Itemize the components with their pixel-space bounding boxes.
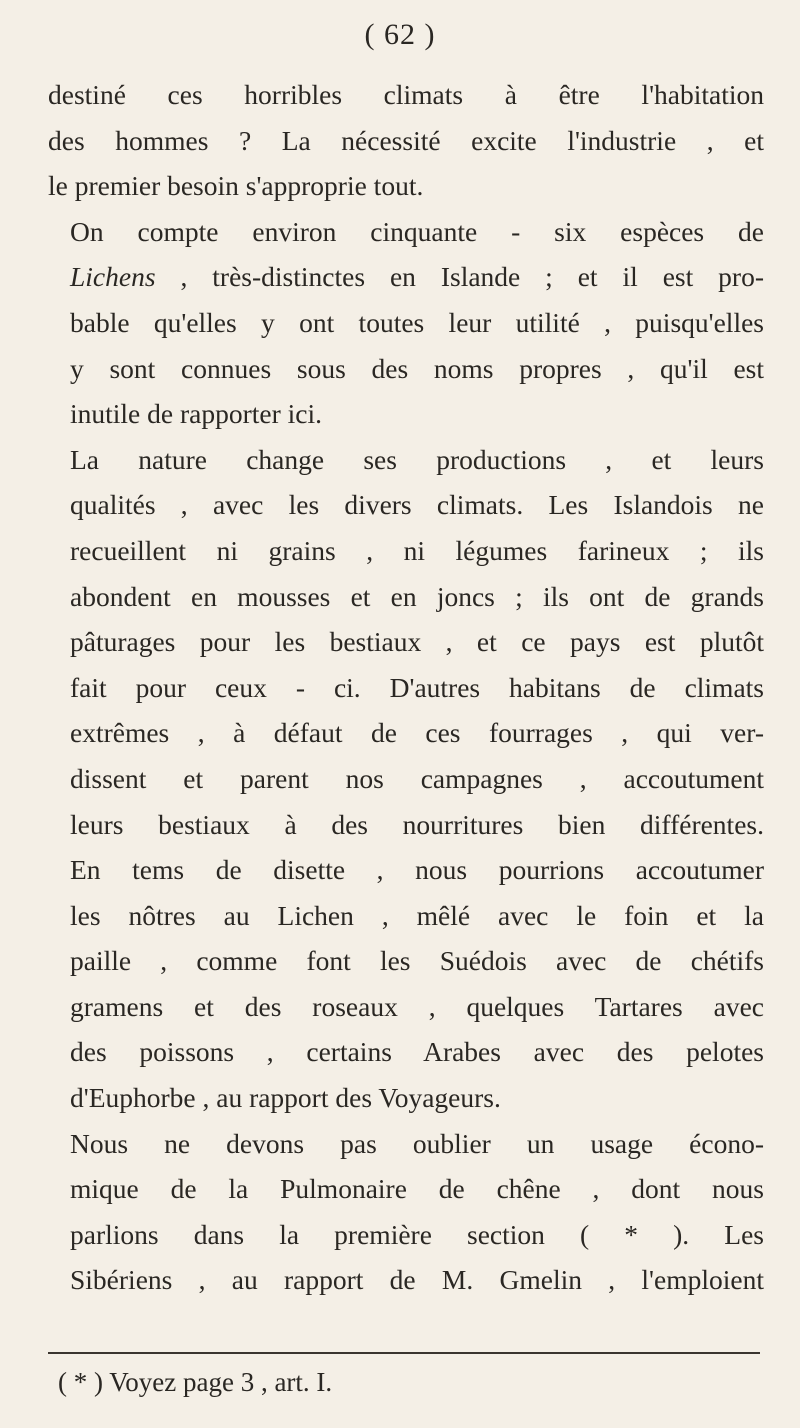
text-line: parlions dans la première section ( * ). Les	[70, 1218, 764, 1250]
text-line: paille , comme font les Suédois avec de chétifs	[70, 945, 764, 977]
text-line: mique de la Pulmonaire de chêne , dont nous	[70, 1173, 764, 1205]
paragraph	[48, 209, 764, 437]
text-line: dissent et parent nos campagnes , accoutument	[70, 762, 764, 794]
paragraph	[48, 437, 764, 1121]
text-line: y sont connues sous des noms propres , qu'il est	[70, 352, 764, 384]
text-line: les nôtres au Lichen , mêlé avec le foin et la	[70, 899, 764, 931]
text-line: fait pour ceux - ci. D'autres habitans de climats	[70, 671, 764, 703]
text-line: En tems de disette , nous pourrions accoutumer	[70, 854, 764, 886]
text-line: On compte environ cinquante - six espèces de	[70, 215, 764, 247]
text-line: le premier besoin s'approprie tout.	[48, 170, 424, 202]
text-line: recueillent ni grains , ni légumes farineux ; ils	[70, 534, 764, 566]
footnote-rule	[48, 1352, 760, 1354]
text-line: d'Euphorbe , au rapport des Voyageurs.	[70, 1082, 501, 1114]
text-line: Sibériens , au rapport de M. Gmelin , l'emploient	[70, 1264, 764, 1296]
text-line: extrêmes , à défaut de ces fourrages , qui ver-	[70, 717, 764, 749]
text-line: Lichens , très-distinctes en Islande ; et il est pro-	[70, 261, 764, 293]
text-line: pâturages pour les bestiaux , et ce pays est plutôt	[70, 626, 764, 658]
text-line: qualités , avec les divers climats. Les Islandois ne	[70, 489, 764, 521]
text-line: La nature change ses productions , et leurs	[70, 443, 764, 475]
page-number: ( 62 )	[364, 18, 436, 51]
text-line: des poissons , certains Arabes avec des pelotes	[70, 1036, 764, 1068]
text-line: inutile de rapporter ici.	[70, 398, 322, 430]
page-body	[48, 72, 764, 1303]
paragraph	[48, 1121, 764, 1303]
text-line: des hommes ? La nécessité excite l'industrie , et	[48, 124, 764, 156]
paragraph	[48, 72, 764, 209]
text-line: bable qu'elles y ont toutes leur utilité , puisqu'elles	[70, 306, 764, 338]
italic-term: Lichens	[70, 261, 156, 293]
text-line: leurs bestiaux à des nourritures bien différentes.	[70, 808, 764, 840]
text-line: Nous ne devons pas oublier un usage écono-	[70, 1127, 764, 1159]
text-line: destiné ces horribles climats à être l'habitation	[48, 79, 764, 110]
text-line: gramens et des roseaux , quelques Tartares avec	[70, 990, 764, 1022]
footnote: ( * ) Voyez page 3 , art. I.	[58, 1367, 333, 1397]
text-line: abondent en mousses et en joncs ; ils ont de grands	[70, 580, 764, 612]
